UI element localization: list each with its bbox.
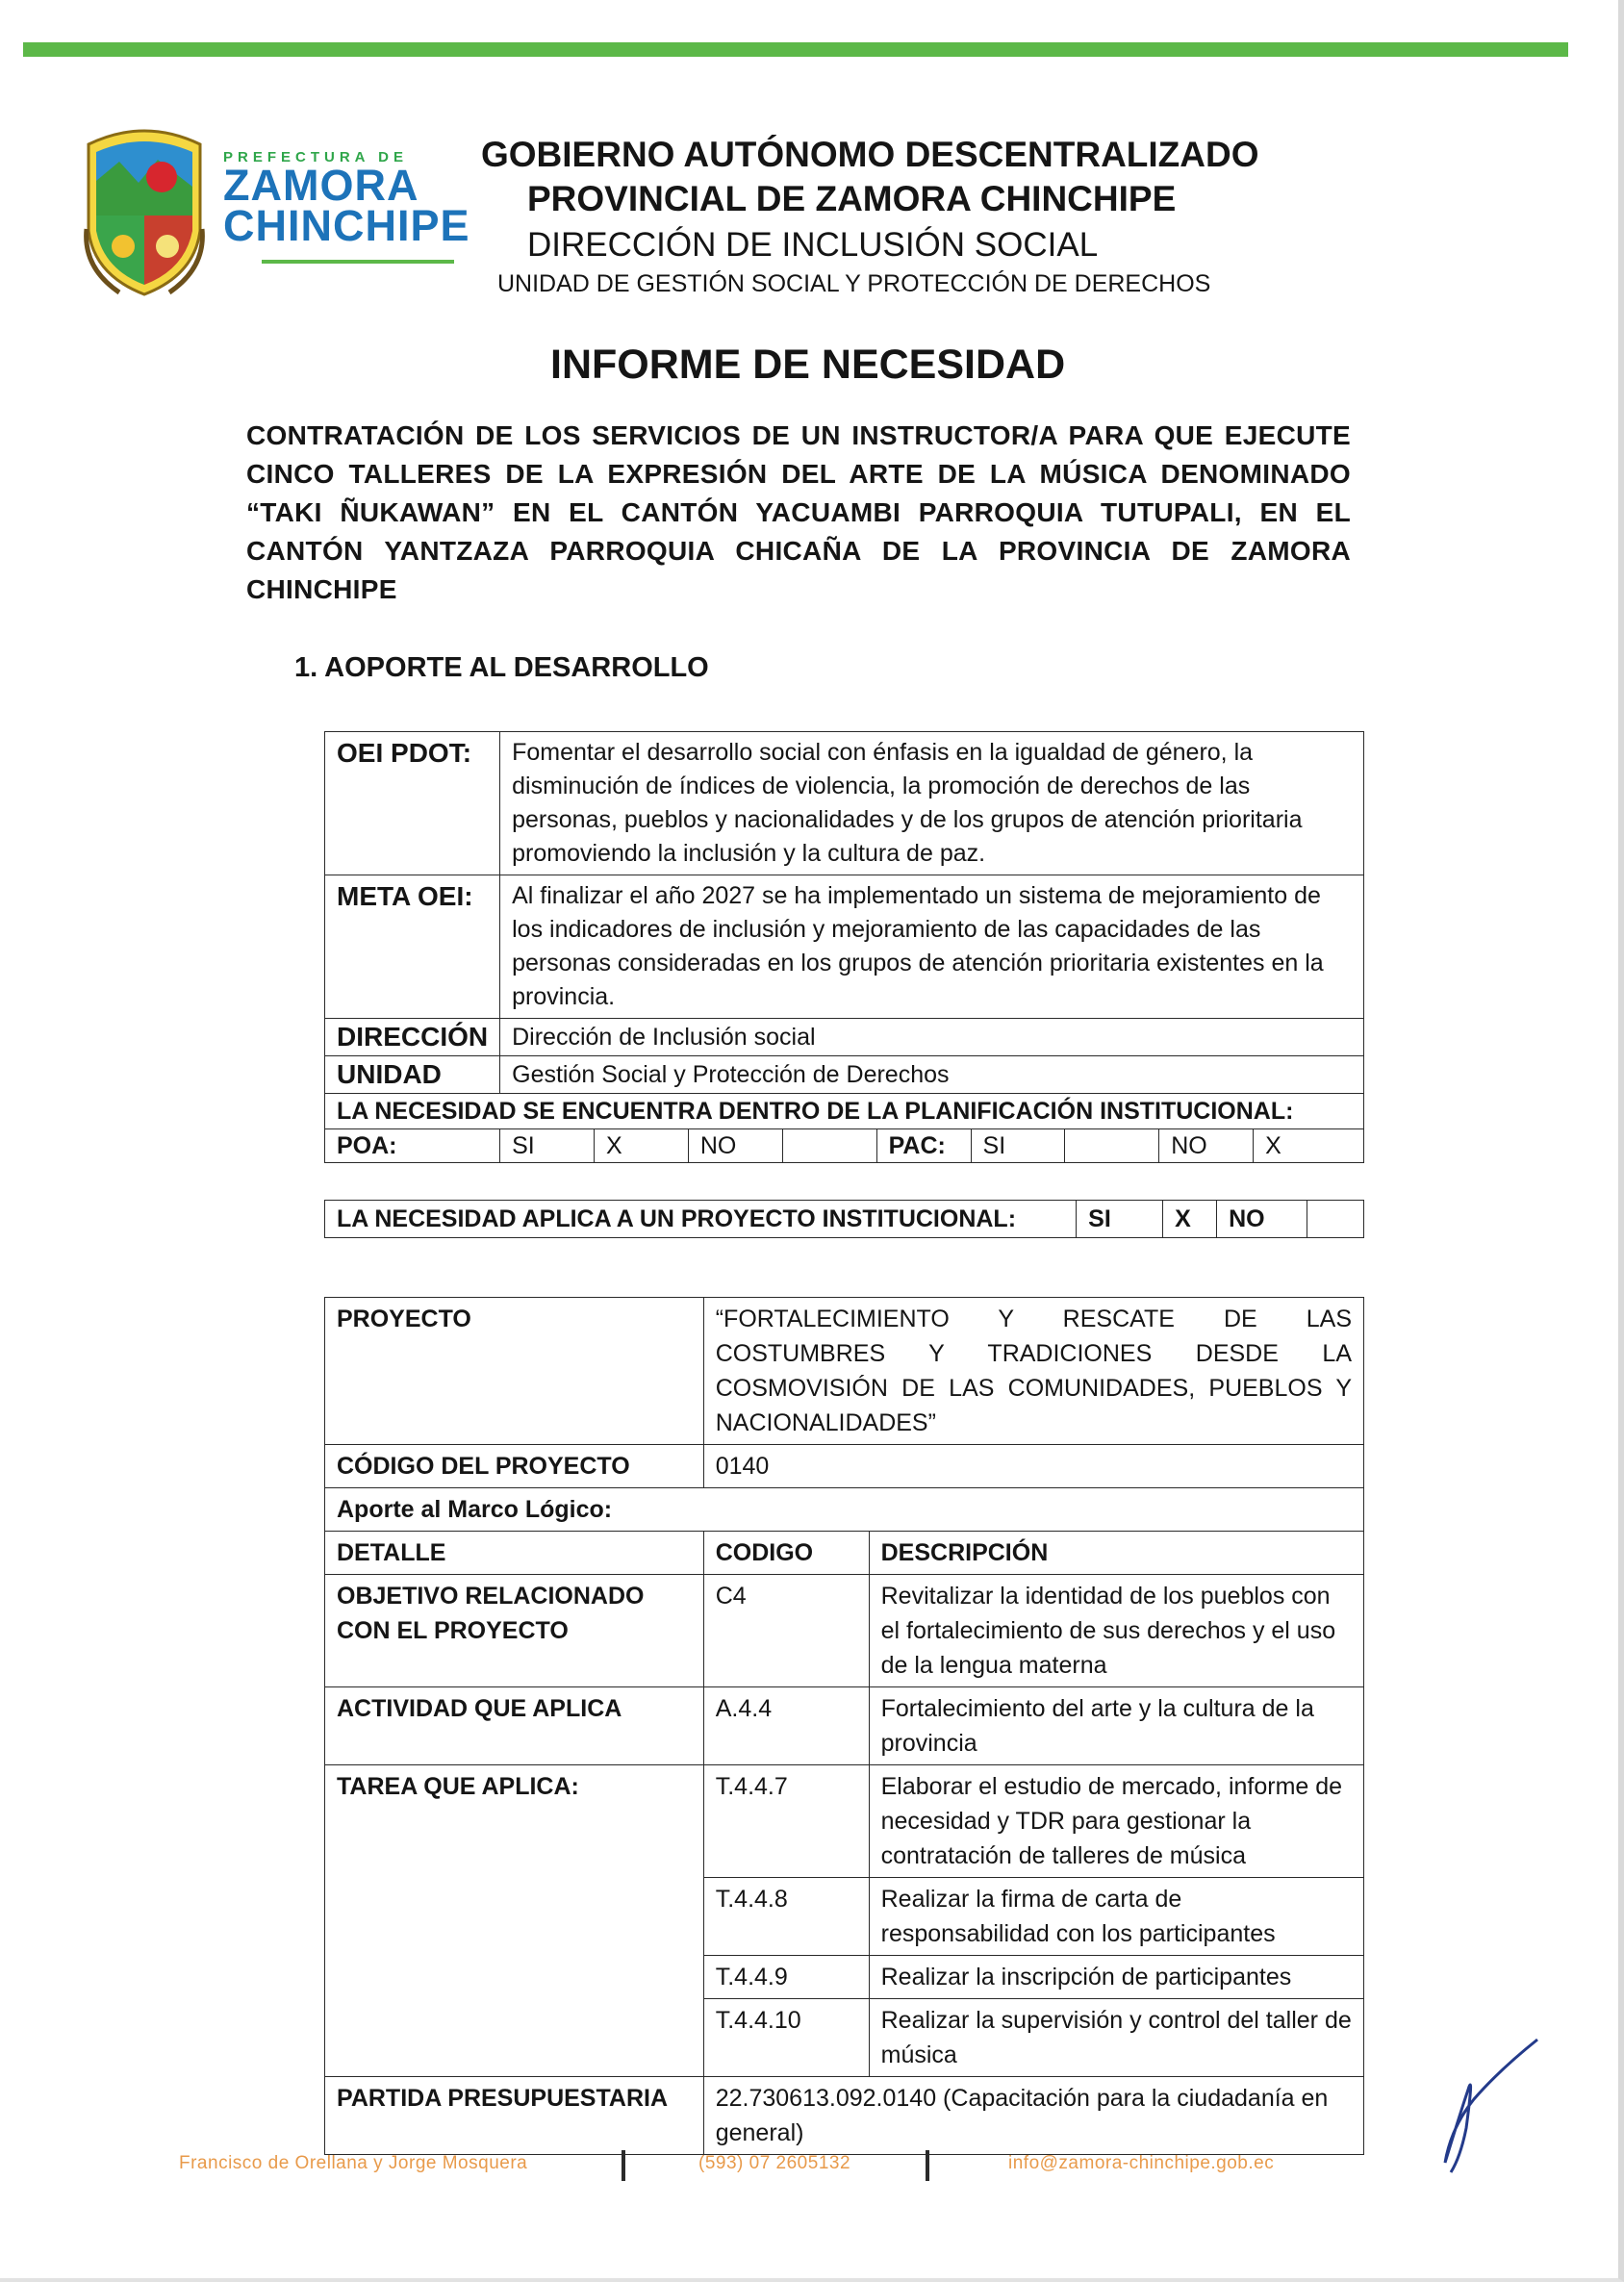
table-row [325, 1445, 1364, 1488]
table-row [325, 1575, 1364, 1687]
poa-label: POA: [325, 1129, 500, 1163]
pac-si: SI [971, 1129, 1065, 1163]
codigo-proyecto-value: 0140 [703, 1445, 1363, 1488]
prefecture-seal-logo [81, 123, 208, 298]
table-row [325, 1532, 1364, 1575]
footer-email[interactable]: info@zamora-chinchipe.gob.ec [1008, 2153, 1275, 2173]
actividad-label: ACTIVIDAD QUE APLICA [325, 1687, 704, 1765]
footer-address: Francisco de Orellana y Jorge Mosquera [179, 2153, 528, 2173]
development-table [324, 731, 1364, 1163]
actividad-desc: Fortalecimiento del arte y la cultura de la provincia [869, 1687, 1363, 1765]
pac-no: NO [1159, 1129, 1254, 1163]
document-title: INFORME DE NECESIDAD [550, 342, 1066, 388]
project-applies-table [324, 1200, 1364, 1238]
tarea-desc: Elaborar el estudio de mercado, informe de necesidad y TDR para gestionar la contratación de talleres de música [869, 1765, 1363, 1878]
tarea-desc: Realizar la supervisión y control del taller de música [869, 1999, 1363, 2077]
table-row [325, 1298, 1364, 1445]
table-row [325, 2077, 1364, 2155]
meta-label: META OEI: [325, 875, 500, 1019]
project-si-mark: X [1163, 1201, 1217, 1238]
objetivo-desc: Revitalizar la identidad de los pueblos con el fortalecimiento de sus derechos y el uso de la lengua materna [869, 1575, 1363, 1687]
tarea-code: T.4.4.10 [703, 1999, 869, 2077]
direccion-label: DIRECCIÓN [325, 1019, 500, 1056]
tarea-label: TAREA QUE APLICA: [325, 1765, 704, 2077]
oei-value: Fomentar el desarrollo social con énfasis en la igualdad de género, la disminución de índices de violencia, la promoción de derechos de las personas, pueblos y nacionalidades y de los grupos de atención prioritaria promoviendo la inclusión y la cultura de paz. [500, 732, 1364, 875]
table-row [325, 1765, 1364, 1878]
objetivo-code: C4 [703, 1575, 869, 1687]
brand-wordmark [223, 149, 470, 264]
proyecto-label: PROYECTO [325, 1298, 704, 1445]
col-detalle: DETALLE [325, 1532, 704, 1575]
tarea-code: T.4.4.8 [703, 1878, 869, 1956]
poa-no-mark [782, 1129, 876, 1163]
partida-label: PARTIDA PRESUPUESTARIA [325, 2077, 704, 2155]
tarea-code: T.4.4.9 [703, 1956, 869, 1999]
planificacion-header: LA NECESIDAD SE ENCUENTRA DENTRO DE LA PLANIFICACIÓN INSTITUCIONAL: [325, 1094, 1364, 1129]
direccion-value: Dirección de Inclusión social [500, 1019, 1364, 1056]
footer-phone: (593) 07 2605132 [698, 2153, 851, 2173]
actividad-code: A.4.4 [703, 1687, 869, 1765]
brand-name-line1: ZAMORA [223, 161, 419, 210]
top-color-bar [23, 42, 1568, 57]
project-detail-table [324, 1297, 1364, 2155]
poa-no: NO [688, 1129, 782, 1163]
pac-si-mark [1065, 1129, 1159, 1163]
brand-underline [262, 260, 454, 264]
pac-label: PAC: [876, 1129, 971, 1163]
table-row [325, 1201, 1364, 1238]
project-no-mark [1307, 1201, 1364, 1238]
project-no: NO [1217, 1201, 1307, 1238]
col-codigo: CODIGO [703, 1532, 869, 1575]
proyecto-value: “FORTALECIMIENTO Y RESCATE DE LAS COSTUMBRES Y TRADICIONES DESDE LA COSMOVISIÓN DE LAS COMUNIDADES, PUEBLOS Y NACIONALIDADES” [703, 1298, 1363, 1445]
footer-separator [622, 2150, 625, 2181]
table-row [325, 875, 1364, 1019]
brand-prefix: PREFECTURA DE [223, 149, 408, 165]
tarea-desc: Realizar la firma de carta de responsabilidad con los participantes [869, 1878, 1363, 1956]
table-row [325, 1094, 1364, 1129]
project-question: LA NECESIDAD APLICA A UN PROYECTO INSTITUCIONAL: [325, 1201, 1077, 1238]
project-si: SI [1077, 1201, 1163, 1238]
aporte-label: Aporte al Marco Lógico: [325, 1488, 1364, 1532]
col-descripcion: DESCRIPCIÓN [869, 1532, 1363, 1575]
meta-value: Al finalizar el año 2027 se ha implementado un sistema de mejoramiento de los indicadores de inclusión y mejoramiento de las capacidades de las personas consideradas en los grupos de atención prioritaria existentes en la provincia. [500, 875, 1364, 1019]
partida-value: 22.730613.092.0140 (Capacitación para la ciudadanía en general) [703, 2077, 1363, 2155]
header-line3: DIRECCIÓN DE INCLUSIÓN SOCIAL [527, 226, 1099, 264]
poa-si: SI [500, 1129, 595, 1163]
section-heading: 1. AOPORTE AL DESARROLLO [294, 652, 709, 683]
oei-label: OEI PDOT: [325, 732, 500, 875]
table-row [325, 1129, 1364, 1163]
table-row [325, 1687, 1364, 1765]
document-subject: CONTRATACIÓN DE LOS SERVICIOS DE UN INSTRUCTOR/A PARA QUE EJECUTE CINCO TALLERES DE LA EXPRESIÓN DEL ARTE DE LA MÚSICA DENOMINADO “TAKI ÑUKAWAN” EN EL CANTÓN YACUAMBI PARROQUIA TUTUPALI, EN EL CANTÓN YANTZAZA PARROQUIA CHICAÑA DE LA PROVINCIA DE ZAMORA CHINCHIPE [246, 420, 1351, 604]
footer-separator [926, 2150, 929, 2181]
pac-no-mark: X [1254, 1129, 1364, 1163]
header-line1: GOBIERNO AUTÓNOMO DESCENTRALIZADO [481, 135, 1259, 174]
header-line4: UNIDAD DE GESTIÓN SOCIAL Y PROTECCIÓN DE DERECHOS [497, 270, 1211, 297]
header-line2: PROVINCIAL DE ZAMORA CHINCHIPE [527, 179, 1177, 218]
tarea-desc: Realizar la inscripción de participantes [869, 1956, 1363, 1999]
unidad-value: Gestión Social y Protección de Derechos [500, 1056, 1364, 1094]
poa-si-mark: X [595, 1129, 689, 1163]
objetivo-label: OBJETIVO RELACIONADO CON EL PROYECTO [325, 1575, 704, 1687]
table-row [325, 1019, 1364, 1056]
brand-name-line2: CHINCHIPE [223, 201, 470, 250]
tarea-code: T.4.4.7 [703, 1765, 869, 1878]
table-row [325, 732, 1364, 875]
unidad-label: UNIDAD [325, 1056, 500, 1094]
handwritten-signature [1432, 2032, 1547, 2176]
table-row [325, 1488, 1364, 1532]
codigo-proyecto-label: CÓDIGO DEL PROYECTO [325, 1445, 704, 1488]
table-row [325, 1056, 1364, 1094]
